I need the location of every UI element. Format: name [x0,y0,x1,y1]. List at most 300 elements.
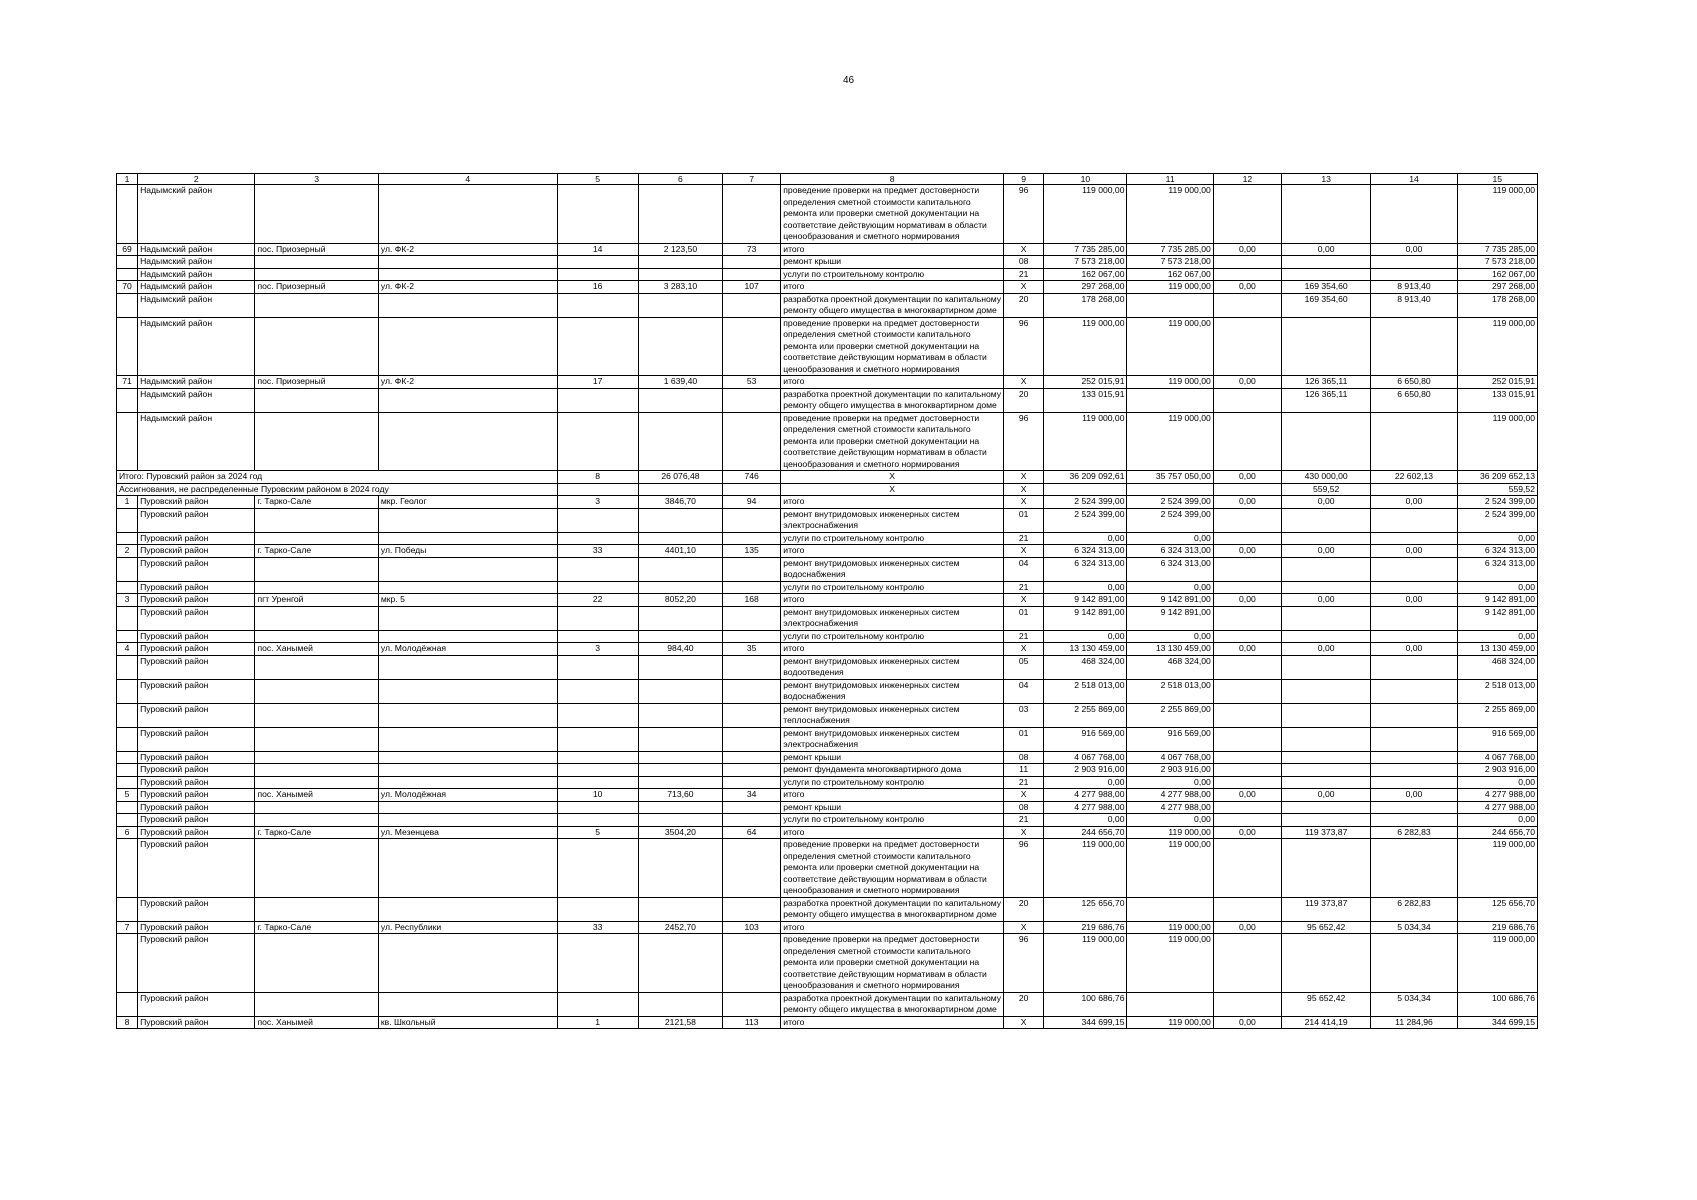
total-cell: 559,52 [1282,483,1371,496]
cost-final-cell: 297 268,00 [1457,281,1537,294]
district-cell: Пуровский район [138,679,255,703]
table-row [117,776,1538,789]
street-cell [378,532,557,545]
district-cell: Пуровский район [138,643,255,656]
cost-final-cell: 4 067 768,00 [1457,751,1537,764]
total-cost-cell: 13 130 459,00 [1044,643,1127,656]
apartments-cell [723,751,781,764]
total-cell [1371,483,1457,496]
cost-owners-cell: 11 284,96 [1371,1016,1457,1029]
settlement-cell [255,814,378,827]
apartments-cell [723,839,781,898]
apartments-cell [723,764,781,777]
district-cell: Пуровский район [138,606,255,630]
cost-final-cell: 119 000,00 [1457,412,1537,471]
table-row [117,496,1538,509]
apartments-cell [723,679,781,703]
district-cell: Пуровский район [138,594,255,607]
area-cell [638,801,722,814]
work-code-cell: X [1004,545,1044,558]
cost-owners-cell [1371,532,1457,545]
total-cost-cell: 178 268,00 [1044,293,1127,317]
floors-cell [557,185,638,244]
apartments-cell [723,256,781,269]
header-cell: 4 [378,174,557,185]
work-code-cell: 20 [1004,388,1044,412]
cost-fund-cell: 119 000,00 [1127,376,1213,389]
cost-budget-cell [1213,727,1281,751]
work-code-cell: 21 [1004,268,1044,281]
work-type-cell: итого [781,921,1004,934]
cost-fund-cell: 9 142 891,00 [1127,594,1213,607]
area-cell [638,557,722,581]
cost-owners-cell [1371,655,1457,679]
table-row [117,643,1538,656]
cost-local-cell [1282,532,1371,545]
row-number-cell [117,801,138,814]
cost-owners-cell [1371,606,1457,630]
table-body [117,174,1538,1029]
area-cell: 4401,10 [638,545,722,558]
cost-owners-cell [1371,934,1457,993]
street-cell [378,992,557,1016]
floors-cell [557,801,638,814]
work-type-cell: проведение проверки на предмет достоверности определения сметной стоимости капитального ремонта или проверки сметной документации на соответствие действующим нормативам в области ценообразования и сметного нормирования [781,934,1004,993]
work-code-cell: X [1004,281,1044,294]
header-cell: 12 [1213,174,1281,185]
total-cell [1213,483,1281,496]
header-cell: 13 [1282,174,1371,185]
cost-local-cell: 0,00 [1282,643,1371,656]
cost-final-cell: 0,00 [1457,532,1537,545]
apartments-cell: 113 [723,1016,781,1029]
cost-fund-cell: 119 000,00 [1127,1016,1213,1029]
total-cell [1127,483,1213,496]
floors-cell: 3 [557,496,638,509]
total-cell [1044,483,1127,496]
street-cell [378,801,557,814]
cost-fund-cell: 7 735 285,00 [1127,243,1213,256]
street-cell [378,897,557,921]
floors-cell [557,703,638,727]
work-code-cell: 01 [1004,606,1044,630]
row-number-cell [117,388,138,412]
area-cell: 8052,20 [638,594,722,607]
table-row [117,281,1538,294]
cost-fund-cell [1127,897,1213,921]
work-type-cell: ремонт внутридомовых инженерных систем теплоснабжения [781,703,1004,727]
cost-local-cell [1282,508,1371,532]
district-cell: Пуровский район [138,801,255,814]
cost-owners-cell [1371,581,1457,594]
total-cell [638,483,722,496]
area-cell [638,412,722,471]
table-row [117,839,1538,898]
settlement-cell: пос. Приозерный [255,281,378,294]
area-cell [638,606,722,630]
cost-local-cell [1282,679,1371,703]
total-cell: 559,52 [1457,483,1537,496]
total-cell [557,483,638,496]
cost-fund-cell: 0,00 [1127,581,1213,594]
table-row [117,655,1538,679]
cost-owners-cell [1371,557,1457,581]
cost-final-cell: 0,00 [1457,581,1537,594]
work-type-cell: услуги по строительному контролю [781,776,1004,789]
floors-cell: 10 [557,789,638,802]
cost-local-cell [1282,412,1371,471]
cost-budget-cell: 0,00 [1213,376,1281,389]
floors-cell [557,655,638,679]
floors-cell: 17 [557,376,638,389]
cost-final-cell: 9 142 891,00 [1457,594,1537,607]
apartments-cell [723,185,781,244]
street-cell [378,934,557,993]
cost-final-cell: 7 573 218,00 [1457,256,1537,269]
district-cell: Пуровский район [138,496,255,509]
total-label: Итого: Пуровский район за 2024 год [117,471,558,484]
total-cell: X [1004,483,1044,496]
cost-owners-cell: 0,00 [1371,545,1457,558]
apartments-cell: 135 [723,545,781,558]
table-row [117,764,1538,777]
cost-final-cell: 125 656,70 [1457,897,1537,921]
row-number-cell [117,655,138,679]
apartments-cell [723,934,781,993]
area-cell [638,317,722,376]
area-cell: 984,40 [638,643,722,656]
cost-local-cell [1282,606,1371,630]
settlement-cell [255,897,378,921]
table-row [117,897,1538,921]
row-number-cell [117,581,138,594]
table-row [117,317,1538,376]
cost-budget-cell: 0,00 [1213,1016,1281,1029]
area-cell [638,532,722,545]
work-code-cell: 20 [1004,293,1044,317]
cost-budget-cell [1213,185,1281,244]
work-code-cell: X [1004,921,1044,934]
district-cell: Надымский район [138,185,255,244]
area-cell [638,655,722,679]
floors-cell: 14 [557,243,638,256]
total-row [117,471,1538,484]
cost-budget-cell [1213,256,1281,269]
work-type-cell: услуги по строительному контролю [781,532,1004,545]
total-label: Ассигнования, не распределенные Пуровским районом в 2024 году [117,483,558,496]
settlement-cell [255,655,378,679]
street-cell [378,630,557,643]
work-type-cell: услуги по строительному контролю [781,814,1004,827]
cost-fund-cell: 119 000,00 [1127,185,1213,244]
cost-local-cell: 0,00 [1282,545,1371,558]
row-number-cell [117,185,138,244]
work-code-cell: 20 [1004,992,1044,1016]
row-number-cell: 8 [117,1016,138,1029]
street-cell [378,776,557,789]
cost-fund-cell: 2 524 399,00 [1127,496,1213,509]
work-type-cell: разработка проектной документации по капитальному ремонту общего имущества в многоквартирном доме [781,388,1004,412]
settlement-cell [255,934,378,993]
district-cell: Надымский район [138,388,255,412]
settlement-cell: пос. Приозерный [255,243,378,256]
total-cost-cell: 119 000,00 [1044,317,1127,376]
cost-budget-cell [1213,839,1281,898]
apartments-cell: 73 [723,243,781,256]
area-cell: 3504,20 [638,826,722,839]
floors-cell [557,557,638,581]
work-code-cell: 08 [1004,256,1044,269]
district-cell: Надымский район [138,268,255,281]
work-code-cell: 96 [1004,839,1044,898]
cost-budget-cell: 0,00 [1213,545,1281,558]
work-type-cell: услуги по строительному контролю [781,581,1004,594]
cost-fund-cell: 162 067,00 [1127,268,1213,281]
table-row [117,594,1538,607]
area-cell: 1 639,40 [638,376,722,389]
cost-fund-cell: 7 573 218,00 [1127,256,1213,269]
table-row [117,992,1538,1016]
floors-cell [557,897,638,921]
cost-fund-cell: 119 000,00 [1127,921,1213,934]
work-code-cell: X [1004,643,1044,656]
total-cost-cell: 4 067 768,00 [1044,751,1127,764]
cost-owners-cell [1371,412,1457,471]
settlement-cell [255,581,378,594]
street-cell: ул. Молодёжная [378,789,557,802]
cost-local-cell [1282,776,1371,789]
district-cell: Пуровский район [138,581,255,594]
work-type-cell: проведение проверки на предмет достоверности определения сметной стоимости капитального ремонта или проверки сметной документации на соответствие действующим нормативам в области ценообразования и сметного нормирования [781,412,1004,471]
work-code-cell: 08 [1004,801,1044,814]
settlement-cell [255,703,378,727]
cost-owners-cell: 0,00 [1371,243,1457,256]
row-number-cell [117,268,138,281]
district-cell: Пуровский район [138,764,255,777]
area-cell [638,703,722,727]
work-code-cell: 03 [1004,703,1044,727]
cost-local-cell [1282,557,1371,581]
total-cost-cell: 9 142 891,00 [1044,594,1127,607]
total-cost-cell: 7 735 285,00 [1044,243,1127,256]
cost-fund-cell: 4 067 768,00 [1127,751,1213,764]
header-cell: 6 [638,174,722,185]
apartments-cell [723,801,781,814]
cost-owners-cell [1371,256,1457,269]
settlement-cell [255,801,378,814]
cost-local-cell: 0,00 [1282,496,1371,509]
cost-final-cell: 244 656,70 [1457,826,1537,839]
cost-budget-cell: 0,00 [1213,789,1281,802]
total-cost-cell: 7 573 218,00 [1044,256,1127,269]
cost-local-cell [1282,751,1371,764]
total-cost-cell: 219 686,76 [1044,921,1127,934]
settlement-cell: г. Тарко-Сале [255,826,378,839]
work-type-cell: итого [781,594,1004,607]
cost-local-cell [1282,801,1371,814]
cost-local-cell: 119 373,87 [1282,897,1371,921]
cost-fund-cell: 119 000,00 [1127,934,1213,993]
district-cell: Пуровский район [138,992,255,1016]
settlement-cell [255,256,378,269]
street-cell [378,581,557,594]
cost-budget-cell: 0,00 [1213,281,1281,294]
cost-final-cell: 13 130 459,00 [1457,643,1537,656]
settlement-cell [255,630,378,643]
district-cell: Надымский район [138,281,255,294]
settlement-cell: пгт Уренгой [255,594,378,607]
street-cell [378,839,557,898]
settlement-cell: г. Тарко-Сале [255,921,378,934]
table-row [117,243,1538,256]
apartments-cell [723,412,781,471]
row-number-cell: 3 [117,594,138,607]
cost-budget-cell [1213,606,1281,630]
cost-final-cell: 119 000,00 [1457,839,1537,898]
cost-local-cell: 214 414,19 [1282,1016,1371,1029]
table-row [117,545,1538,558]
cost-local-cell [1282,814,1371,827]
cost-local-cell: 0,00 [1282,789,1371,802]
district-cell: Пуровский район [138,751,255,764]
table-row [117,508,1538,532]
cost-owners-cell [1371,776,1457,789]
cost-final-cell: 344 699,15 [1457,1016,1537,1029]
floors-cell [557,532,638,545]
cost-local-cell [1282,317,1371,376]
district-cell: Пуровский район [138,557,255,581]
cost-fund-cell: 4 277 988,00 [1127,801,1213,814]
row-number-cell: 70 [117,281,138,294]
header-cell: 11 [1127,174,1213,185]
cost-budget-cell [1213,814,1281,827]
total-cost-cell: 916 569,00 [1044,727,1127,751]
total-cost-cell: 6 324 313,00 [1044,557,1127,581]
cost-budget-cell [1213,703,1281,727]
area-cell: 713,60 [638,789,722,802]
district-cell: Пуровский район [138,814,255,827]
district-cell: Надымский район [138,317,255,376]
total-cost-cell: 6 324 313,00 [1044,545,1127,558]
floors-cell [557,839,638,898]
floors-cell: 3 [557,643,638,656]
cost-owners-cell [1371,508,1457,532]
total-cost-cell: 252 015,91 [1044,376,1127,389]
cost-fund-cell: 2 518 013,00 [1127,679,1213,703]
cost-local-cell [1282,268,1371,281]
work-type-cell: ремонт крыши [781,801,1004,814]
row-number-cell [117,532,138,545]
total-cost-cell: 9 142 891,00 [1044,606,1127,630]
settlement-cell [255,727,378,751]
floors-cell [557,606,638,630]
cost-fund-cell: 4 277 988,00 [1127,789,1213,802]
total-cost-cell: 125 656,70 [1044,897,1127,921]
apartments-cell [723,508,781,532]
settlement-cell [255,606,378,630]
work-type-cell: ремонт крыши [781,751,1004,764]
total-cost-cell: 4 277 988,00 [1044,789,1127,802]
work-code-cell: X [1004,243,1044,256]
cost-budget-cell [1213,801,1281,814]
street-cell: ул. ФК-2 [378,243,557,256]
work-code-cell: X [1004,376,1044,389]
work-type-cell: услуги по строительному контролю [781,268,1004,281]
district-cell: Пуровский район [138,921,255,934]
header-cell: 1 [117,174,138,185]
street-cell: мкр. 5 [378,594,557,607]
total-cost-cell: 0,00 [1044,532,1127,545]
district-cell: Надымский район [138,243,255,256]
work-type-cell: итого [781,496,1004,509]
settlement-cell [255,679,378,703]
street-cell [378,388,557,412]
work-code-cell: X [1004,594,1044,607]
table-header-row [117,174,1538,185]
row-number-cell [117,992,138,1016]
cost-final-cell: 2 903 916,00 [1457,764,1537,777]
cost-budget-cell [1213,268,1281,281]
total-cell: 430 000,00 [1282,471,1371,484]
cost-local-cell [1282,256,1371,269]
floors-cell [557,268,638,281]
district-cell: Пуровский район [138,826,255,839]
work-code-cell: 11 [1004,764,1044,777]
total-cost-cell: 297 268,00 [1044,281,1127,294]
cost-owners-cell: 0,00 [1371,496,1457,509]
cost-final-cell: 100 686,76 [1457,992,1537,1016]
street-cell [378,185,557,244]
cost-final-cell: 0,00 [1457,630,1537,643]
cost-final-cell: 468 324,00 [1457,655,1537,679]
area-cell [638,992,722,1016]
work-type-cell: итого [781,376,1004,389]
cost-owners-cell [1371,630,1457,643]
area-cell [638,934,722,993]
table-row [117,293,1538,317]
area-cell [638,293,722,317]
row-number-cell [117,751,138,764]
work-code-cell: 04 [1004,557,1044,581]
apartments-cell [723,293,781,317]
row-number-cell [117,776,138,789]
header-cell: 7 [723,174,781,185]
cost-final-cell: 133 015,91 [1457,388,1537,412]
settlement-cell: пос. Ханымей [255,643,378,656]
table-row [117,581,1538,594]
row-number-cell [117,256,138,269]
cost-fund-cell [1127,388,1213,412]
settlement-cell [255,185,378,244]
cost-local-cell [1282,630,1371,643]
total-cost-cell: 468 324,00 [1044,655,1127,679]
cost-fund-cell: 0,00 [1127,814,1213,827]
total-cost-cell: 2 255 869,00 [1044,703,1127,727]
work-code-cell: 04 [1004,679,1044,703]
cost-budget-cell [1213,581,1281,594]
cost-local-cell: 0,00 [1282,594,1371,607]
cost-fund-cell: 916 569,00 [1127,727,1213,751]
work-code-cell: 96 [1004,934,1044,993]
cost-budget-cell [1213,317,1281,376]
total-cost-cell: 0,00 [1044,814,1127,827]
cost-local-cell: 169 354,60 [1282,281,1371,294]
work-type-cell: итого [781,643,1004,656]
cost-fund-cell [1127,293,1213,317]
row-number-cell: 69 [117,243,138,256]
total-cost-cell: 2 903 916,00 [1044,764,1127,777]
header-cell: 3 [255,174,378,185]
